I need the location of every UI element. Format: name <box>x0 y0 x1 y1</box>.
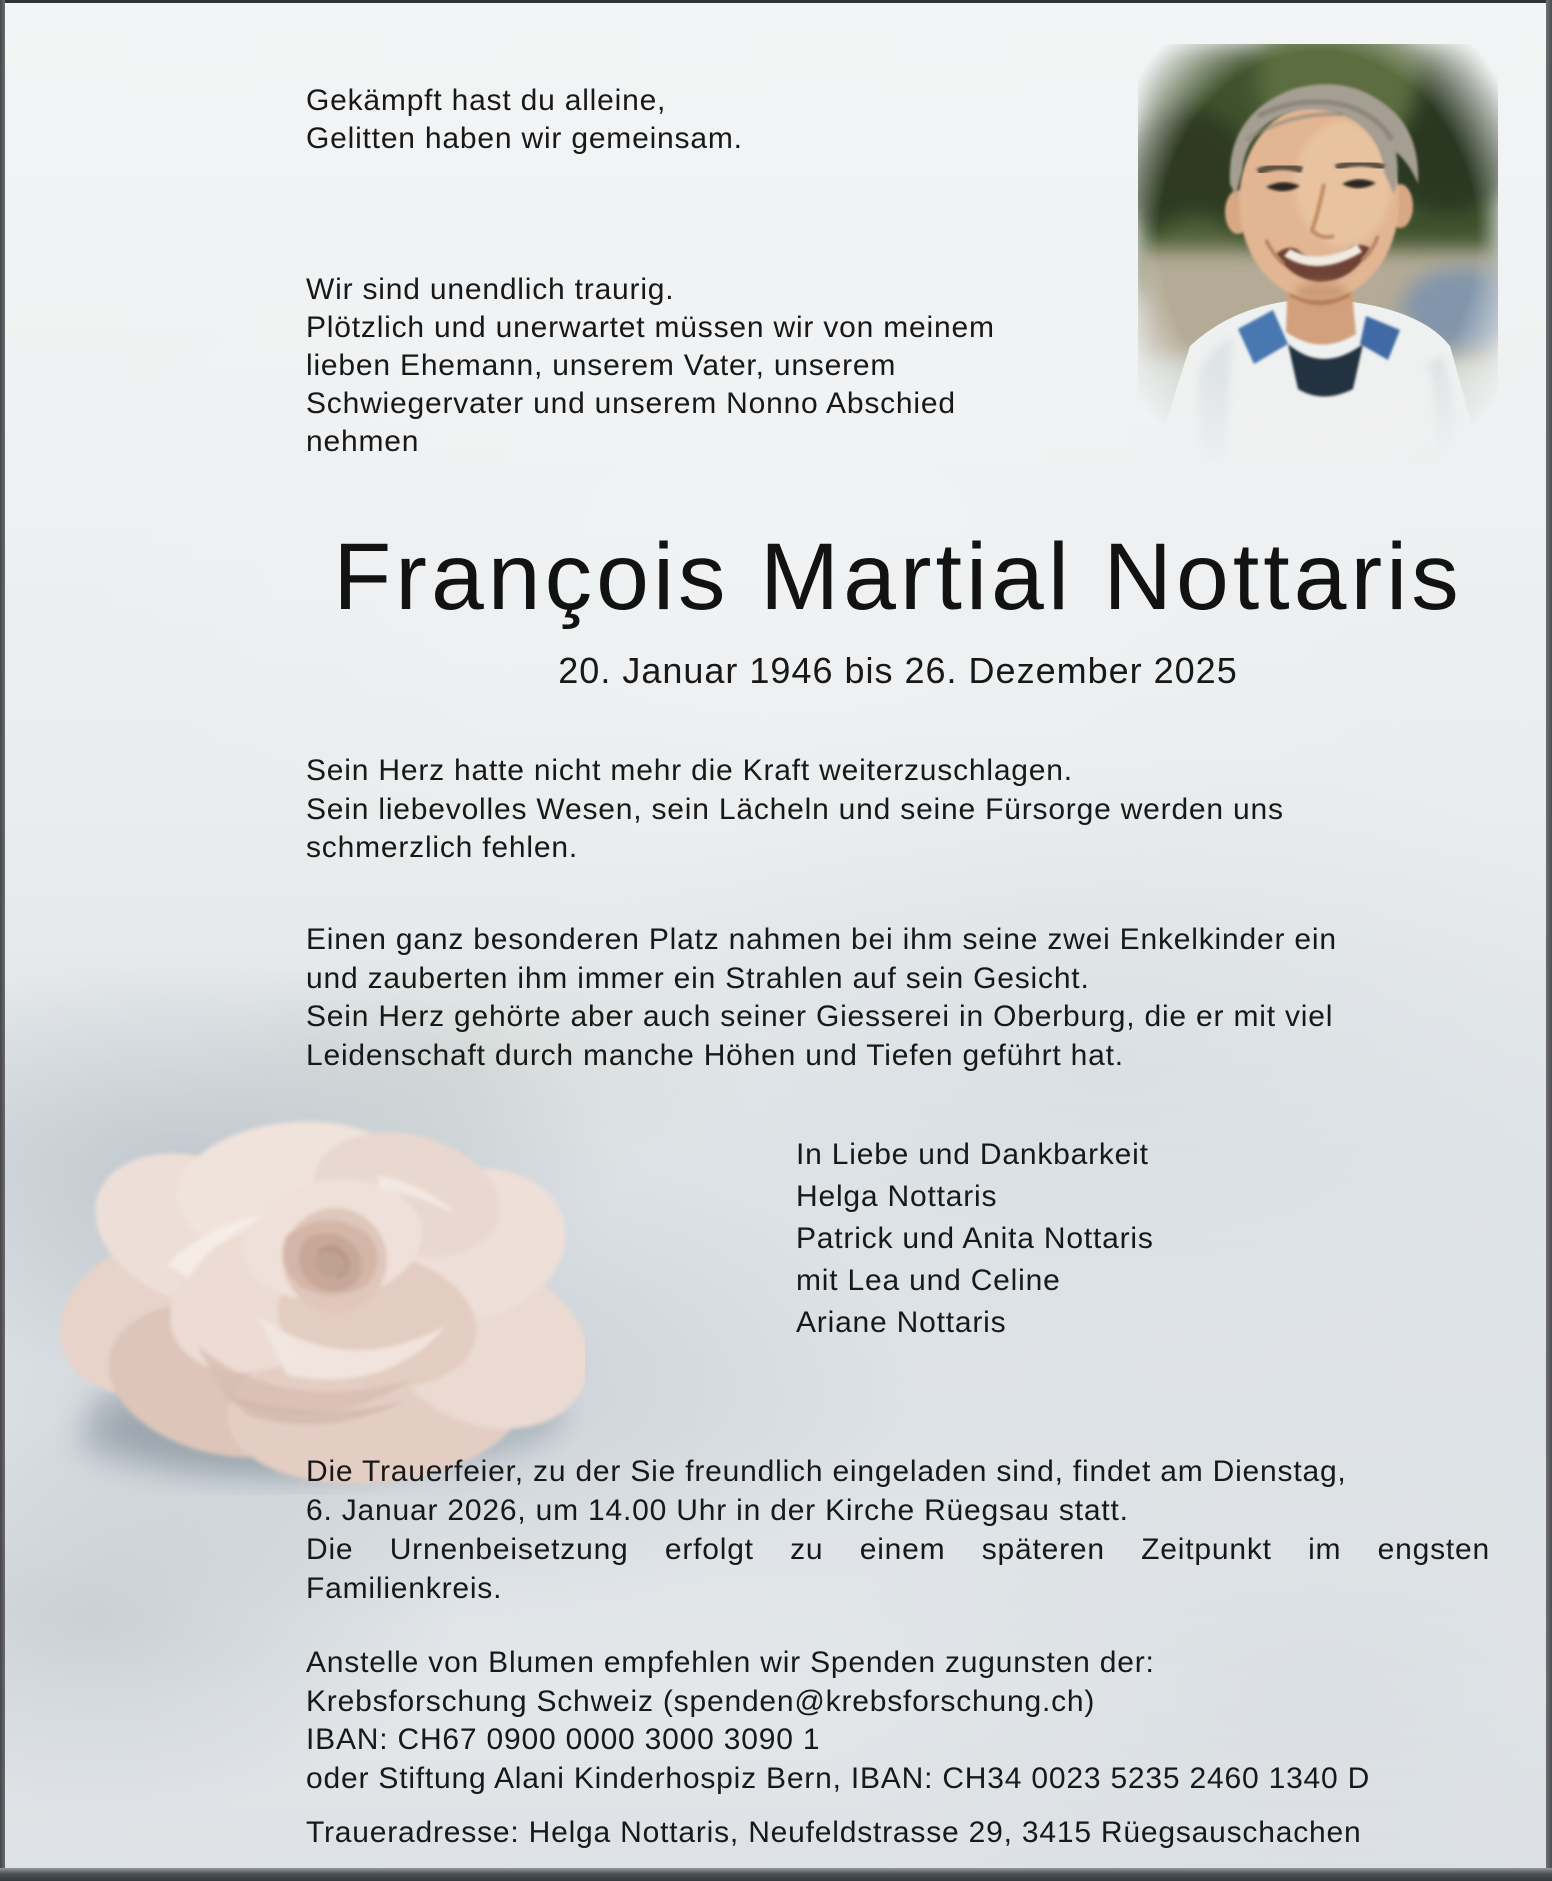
life-dates: 20. Januar 1946 bis 26. Dezember 2025 <box>558 650 1238 691</box>
scan-edge-right <box>1546 0 1552 1881</box>
funeral-line: 6. Januar 2026, um 14.00 Uhr in der Kirche Rüegsau statt. <box>306 1494 1129 1527</box>
mourner-line: In Liebe und Dankbarkeit <box>796 1138 1149 1171</box>
donation-line: Anstelle von Blumen empfehlen wir Spenden zugunsten der: <box>306 1646 1155 1679</box>
rose-image <box>45 1085 585 1495</box>
mourners-list <box>796 1134 1154 1344</box>
paragraph-heart <box>306 752 1284 868</box>
intro-line: nehmen <box>306 425 420 458</box>
title-block <box>306 524 1490 630</box>
portrait-photo <box>1138 44 1498 464</box>
text-line: schmerzlich fehlen. <box>306 831 578 864</box>
epigraph-line: Gekämpft hast du alleine, <box>306 84 667 117</box>
epigraph <box>306 82 743 158</box>
mourner-line: Helga Nottaris <box>796 1180 998 1213</box>
scan-edge-bottom <box>0 1868 1552 1881</box>
text-line: Einen ganz besonderen Platz nahmen bei ihm seine zwei Enkelkinder ein <box>306 923 1337 956</box>
funeral-info <box>306 1452 1490 1608</box>
mourning-address: Traueradresse: Helga Nottaris, Neufeldstrasse 29, 3415 Rüegsauschachen <box>306 1816 1362 1849</box>
donation-line: oder Stiftung Alani Kinderhospiz Bern, IBAN: CH34 0023 5235 2460 1340 D <box>306 1761 1371 1795</box>
mourner-line: Patrick und Anita Nottaris <box>796 1222 1154 1255</box>
scan-edge-left <box>0 0 5 1881</box>
dates-block <box>306 650 1490 692</box>
funeral-line: Die Trauerfeier, zu der Sie freundlich eingeladen sind, findet am Dienstag, <box>306 1455 1347 1488</box>
text-line: Sein liebevolles Wesen, sein Lächeln und seine Fürsorge werden uns <box>306 792 1284 826</box>
intro-line: Plötzlich und unerwartet müssen wir von meinem <box>306 311 995 344</box>
intro-line: lieben Ehemann, unserem Vater, unserem <box>306 349 897 382</box>
intro-line: Wir sind unendlich traurig. <box>306 273 675 306</box>
text-line: Sein Herz gehörte aber auch seiner Giesserei in Oberburg, die er mit viel <box>306 1000 1334 1033</box>
donation-line: Krebsforschung Schweiz (spenden@krebsforschung.ch) <box>306 1684 1096 1718</box>
intro-line: Schwiegervater und unserem Nonno Abschied <box>306 387 956 420</box>
mourner-line: mit Lea und Celine <box>796 1264 1061 1297</box>
scan-edge-top <box>0 0 1552 3</box>
funeral-line: Familienkreis. <box>306 1572 503 1605</box>
paragraph-family <box>306 921 1337 1075</box>
text-line: und zauberten ihm immer ein Strahlen auf sein Gesicht. <box>306 961 1090 995</box>
deceased-name: François Martial Nottaris <box>333 524 1463 630</box>
text-line: Sein Herz hatte nicht mehr die Kraft weiterzuschlagen. <box>306 754 1073 787</box>
epigraph-line: Gelitten haben wir gemeinsam. <box>306 122 743 155</box>
text-line: Leidenschaft durch manche Höhen und Tiefen geführt hat. <box>306 1038 1124 1072</box>
mourner-line: Ariane Nottaris <box>796 1306 1007 1339</box>
donation-info <box>306 1644 1370 1798</box>
intro-paragraph <box>306 271 995 461</box>
funeral-line: Die Urnenbeisetzung erfolgt zu einem späteren Zeitpunkt im engsten <box>306 1533 1490 1566</box>
donation-line: IBAN: CH67 0900 0000 3000 3090 1 <box>306 1723 821 1756</box>
